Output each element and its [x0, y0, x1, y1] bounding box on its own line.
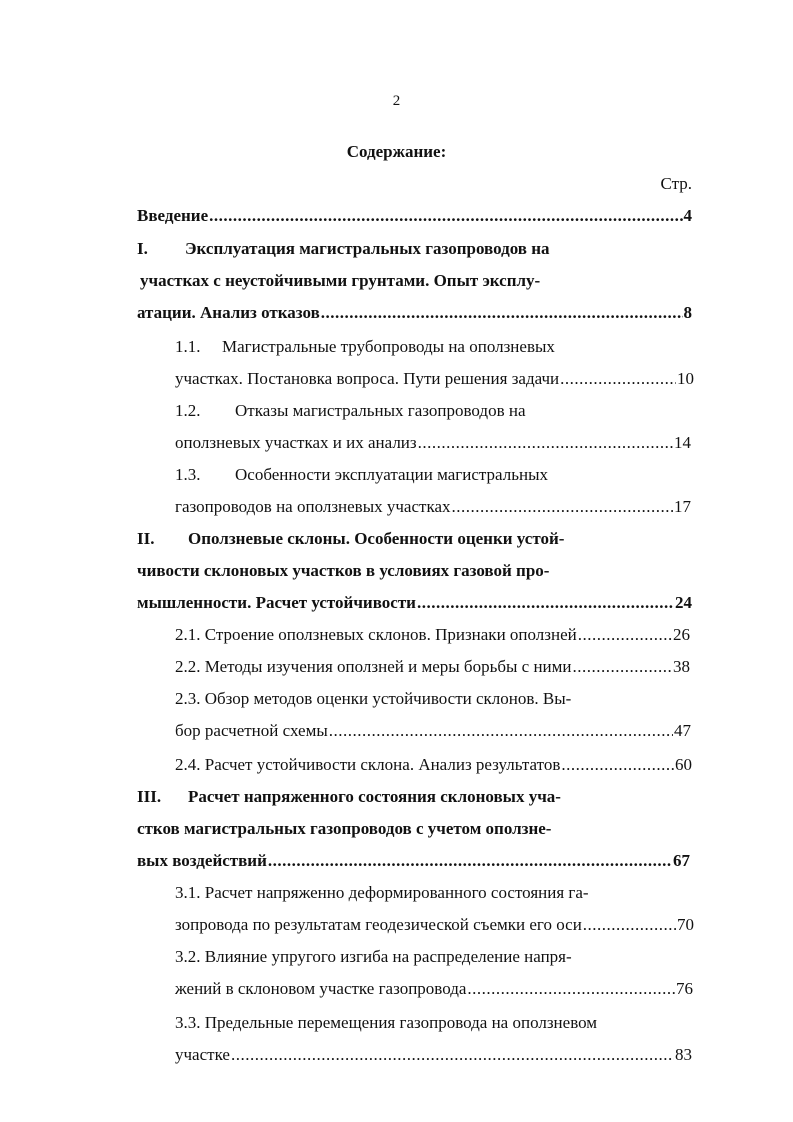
entry-page: 24 — [675, 593, 692, 612]
entry-title: вых воздействий — [137, 851, 267, 870]
entry-title: жений в склоновом участке газопровода — [175, 979, 467, 998]
leader-dots — [321, 302, 683, 324]
leader-dots — [561, 754, 674, 776]
entry-page: 38 — [673, 657, 690, 676]
entry-page: 83 — [675, 1045, 692, 1064]
toc-entry-ch2-line2[interactable]: чивости склоновых участков в условиях газовой про- — [137, 561, 550, 580]
toc-entry-ch1[interactable] — [137, 302, 692, 324]
entry-title: оползневых участках и их анализ — [175, 433, 417, 452]
entry-title: зопровода по результатам геодезической съемки его оси — [175, 915, 582, 934]
entry-title: 2.2. Методы изучения оползней и меры борьбы с ними — [175, 657, 572, 676]
leader-dots — [231, 1044, 674, 1066]
toc-title: Содержание: — [346, 142, 447, 161]
entry-page: 47 — [674, 721, 691, 740]
toc-entry-s1_3[interactable] — [175, 496, 691, 518]
leader-dots — [452, 496, 673, 518]
toc-entry-intro[interactable] — [137, 205, 692, 227]
toc-entry-s3_2-line1[interactable]: 3.2. Влияние упругого изгиба на распределение напря- — [175, 947, 572, 966]
toc-entry-ch1-line1[interactable]: Эксплуатация магистральных газопроводов на — [185, 239, 550, 258]
chapter-number: II. — [137, 529, 155, 548]
toc-entry-s3_3-line1[interactable]: 3.3. Предельные перемещения газопровода на оползневом — [175, 1013, 598, 1032]
leader-dots — [583, 914, 676, 936]
chapter-number: I. — [137, 239, 148, 258]
section-number: 1.1. — [175, 337, 201, 356]
toc-entry-ch2-line1[interactable]: Оползневые склоны. Особенности оценки устой- — [188, 529, 565, 548]
entry-title: газопроводов на оползневых участках — [175, 497, 451, 516]
leader-dots — [209, 205, 682, 227]
entry-title: атации. Анализ отказов — [137, 303, 320, 322]
toc-entry-s1_1[interactable] — [175, 368, 694, 390]
toc-entry-s2_2[interactable] — [175, 656, 690, 678]
entry-page: 4 — [683, 206, 692, 225]
leader-dots — [467, 978, 675, 1000]
toc-entry-s1_3-line1[interactable]: Особенности эксплуатации магистральных — [235, 465, 548, 484]
toc-entry-s3_1-line1[interactable]: 3.1. Расчет напряженно деформированного состояния га- — [175, 883, 589, 902]
entry-page: 26 — [673, 625, 690, 644]
leader-dots — [418, 432, 673, 454]
page-column-label: Стр. — [660, 174, 692, 193]
toc-entry-ch3-line1[interactable]: Расчет напряженного состояния склоновых уча- — [188, 787, 561, 806]
toc-entry-ch3[interactable] — [137, 850, 690, 872]
entry-title: мышленности. Расчет устойчивости — [137, 593, 416, 612]
leader-dots — [329, 720, 673, 742]
entry-page: 67 — [673, 851, 690, 870]
leader-dots — [417, 592, 674, 614]
entry-title: бор расчетной схемы — [175, 721, 328, 740]
entry-page: 60 — [675, 755, 692, 774]
entry-title: участках. Постановка вопроса. Пути решения задачи — [175, 369, 560, 388]
page-number: 2 — [392, 93, 401, 109]
toc-entry-ch1-line2[interactable]: участках с неустойчивыми грунтами. Опыт эксплу- — [140, 271, 541, 290]
leader-dots — [560, 368, 676, 390]
toc-entry-ch2[interactable] — [137, 592, 692, 614]
toc-entry-s2_1[interactable] — [175, 624, 690, 646]
toc-entry-s1_2-line1[interactable]: Отказы магистральных газопроводов на — [235, 401, 526, 420]
entry-page: 8 — [683, 303, 692, 322]
leader-dots — [573, 656, 673, 678]
leader-dots — [578, 624, 672, 646]
toc-entry-s1_1-line1[interactable]: Магистральные трубопроводы на оползневых — [222, 337, 555, 356]
entry-title: Введение — [137, 206, 209, 225]
toc-entry-s2_3[interactable] — [175, 720, 691, 742]
toc-entry-ch3-line2[interactable]: стков магистральных газопроводов с учетом оползне- — [137, 819, 552, 838]
toc-entry-s2_4[interactable] — [175, 754, 692, 776]
entry-page: 76 — [676, 979, 693, 998]
chapter-number: III. — [137, 787, 162, 806]
toc-entry-s3_2[interactable] — [175, 978, 693, 1000]
leader-dots — [268, 850, 672, 872]
toc-entry-s3_1[interactable] — [175, 914, 694, 936]
entry-title: 2.1. Строение оползневых склонов. Признаки оползней — [175, 625, 577, 644]
entry-page: 17 — [674, 497, 691, 516]
toc-entry-s1_2[interactable] — [175, 432, 691, 454]
entry-title: 2.4. Расчет устойчивости склона. Анализ результатов — [175, 755, 561, 774]
entry-title: участке — [175, 1045, 230, 1064]
entry-page: 10 — [677, 369, 694, 388]
entry-page: 70 — [677, 915, 694, 934]
toc-entry-s2_3-line1[interactable]: 2.3. Обзор методов оценки устойчивости склонов. Вы- — [175, 689, 572, 708]
section-number: 1.3. — [175, 465, 201, 484]
toc-entry-s3_3[interactable] — [175, 1044, 692, 1066]
section-number: 1.2. — [175, 401, 201, 420]
entry-page: 14 — [674, 433, 691, 452]
